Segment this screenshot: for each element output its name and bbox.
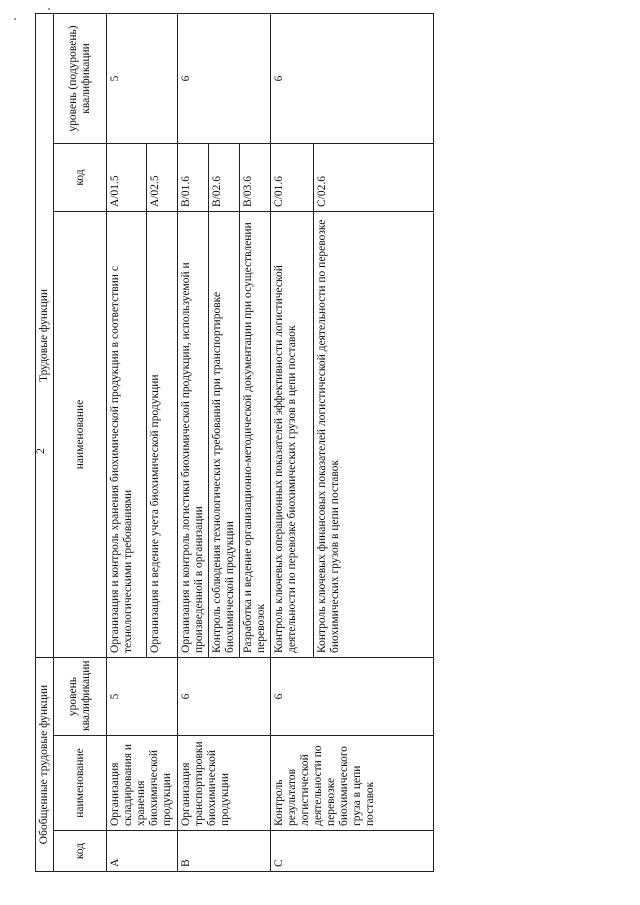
table-row [271,13,314,871]
functional-map-table [35,13,434,872]
function-name: Контроль соблюдения технологических требований при транспортировке биохимической продукции [209,211,240,657]
group-code: C [271,831,434,872]
function-level: 6 [178,13,271,143]
function-name: Контроль ключевых финансовых показателей логистической деятельности по перевозке биохимических грузов в цепи поставок [314,211,434,657]
level-header: уровень квалификации [54,657,107,735]
function-name: Организация и контроль хранения биохимической продукции в соответствии с технологическими требованиями [107,211,147,657]
labor-functions-header: Трудовые функции [36,13,54,657]
function-name: Разработка и ведение организационно-методической документации при осуществлении перевозок [240,211,271,657]
table-row [107,13,147,871]
group-name: Организация складирования и хранения биохимической продукции [107,736,178,831]
scan-speck [48,8,50,10]
function-code: A/02.5 [147,143,178,211]
group-level: 5 [107,657,178,735]
tf-code-header: код [54,143,107,211]
group-name: Организация транспортировки биохимической продукции [178,736,271,831]
generalized-functions-header: Обобщенные трудовые функции [36,657,54,871]
code-header: код [54,831,107,872]
function-name: Организация и контроль логистики биохимической продукции, используемой и произведенной в организации [178,211,209,657]
function-code: A/01.5 [107,143,147,211]
function-code: B/03.6 [240,143,271,211]
page-number: 2 [33,448,47,454]
tf-name-header: наименование [54,211,107,657]
table-row [178,13,209,871]
rotated-page-content [0,12,462,872]
function-level: 6 [271,13,434,143]
function-code: C/01.6 [271,143,314,211]
group-name: Контроль результатов логистической деятельности по перевозке биохимического груза в цепи поставок [271,736,434,831]
function-name: Контроль ключевых операционных показателей эффективности логистической деятельности по перевозке биохимических грузов в цепи поставок [271,211,314,657]
function-name: Организация и ведение учета биохимической продукции [147,211,178,657]
function-code: C/02.6 [314,143,434,211]
name-header: наименование [54,736,107,831]
function-code: B/01.6 [178,143,209,211]
group-level: 6 [178,657,271,735]
group-code: B [178,831,271,872]
group-code: A [107,831,178,872]
function-code: B/02.6 [209,143,240,211]
tf-level-header: уровень (подуровень) квалификации [54,13,107,143]
group-level: 6 [271,657,434,735]
function-level: 5 [107,13,178,143]
